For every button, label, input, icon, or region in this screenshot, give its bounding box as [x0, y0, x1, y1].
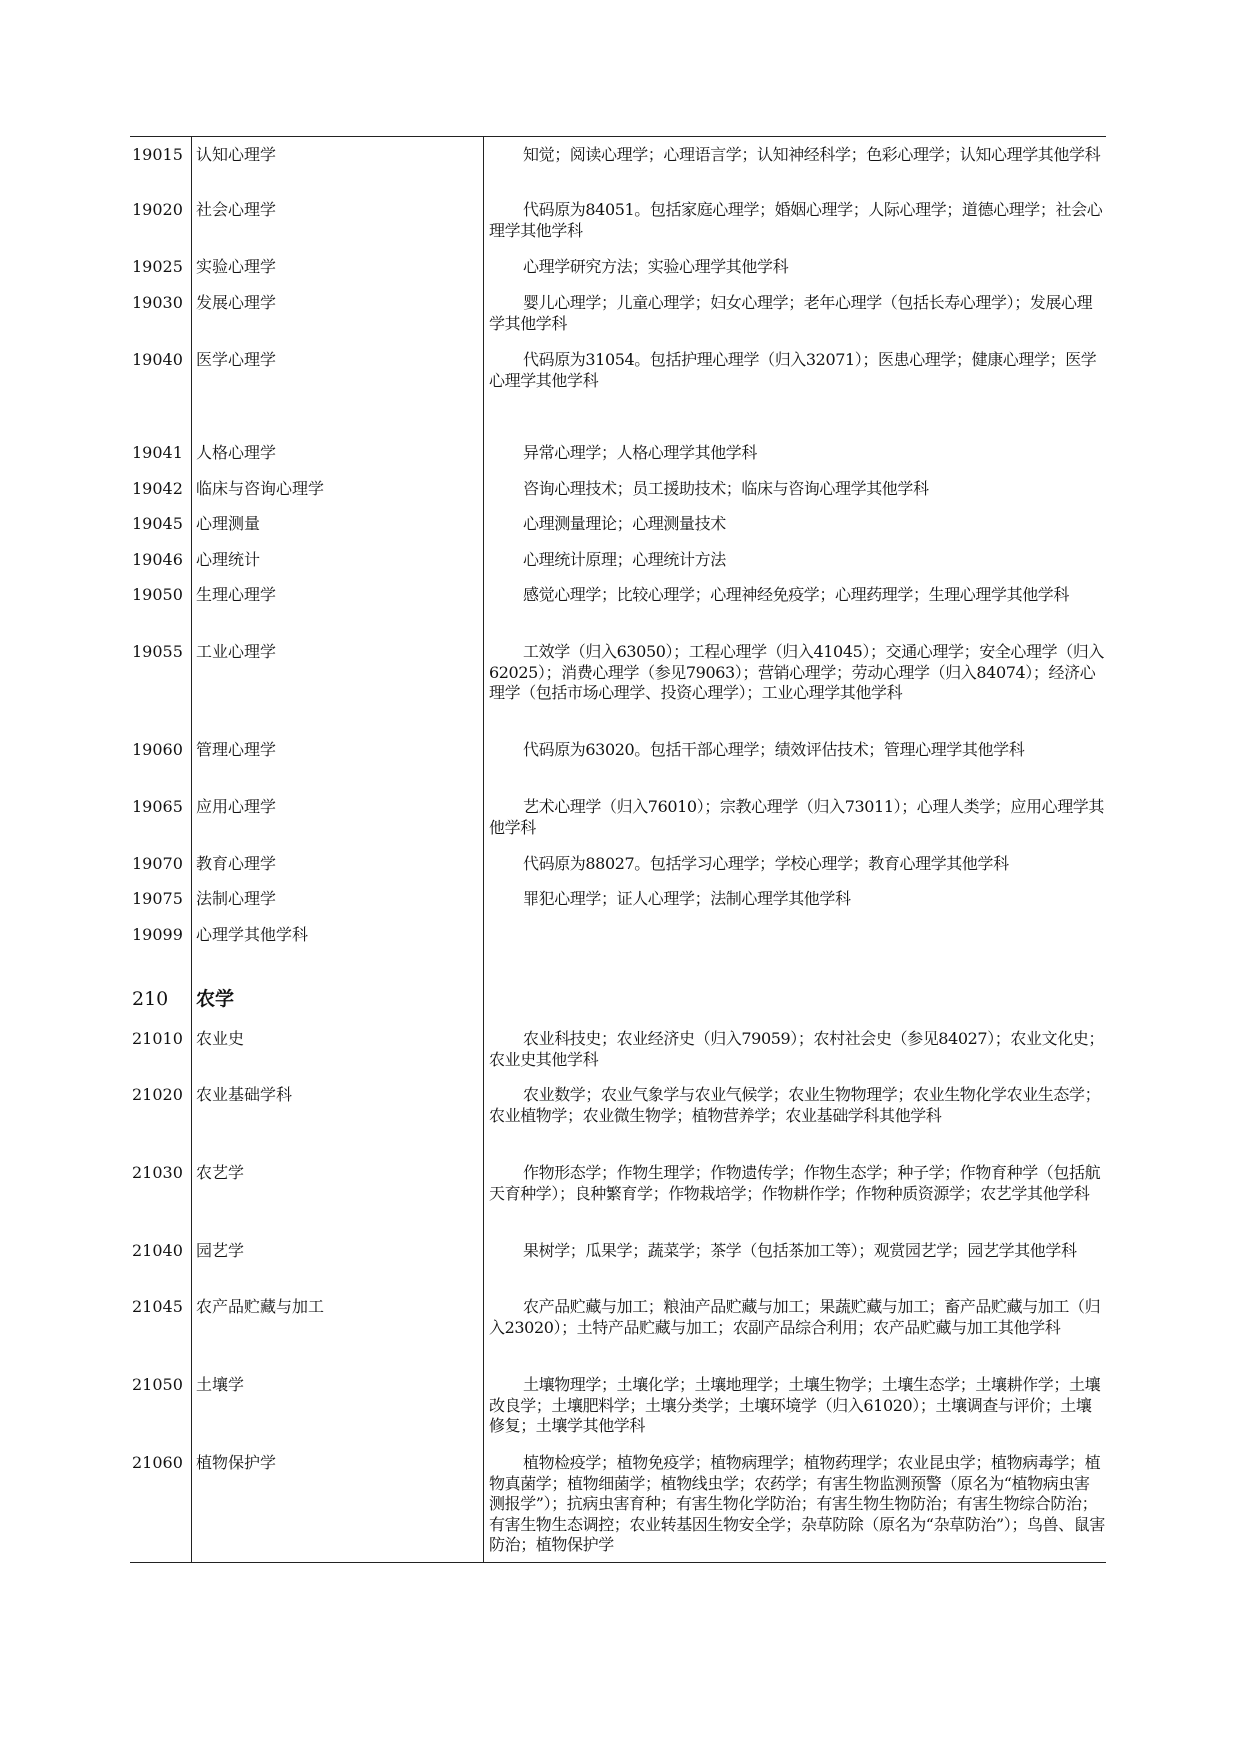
- subject-name: 农艺学: [196, 1163, 245, 1182]
- subject-code: 19015: [132, 145, 183, 164]
- subject-description: 心理统计原理；心理统计方法: [523, 550, 726, 569]
- subject-code: 19099: [132, 925, 183, 944]
- subject-code: 19055: [132, 642, 183, 661]
- subject-description: 果树学；瓜果学；蔬菜学；茶学（包括茶加工等）；观赏园艺学；园艺学其他学科: [523, 1241, 1077, 1260]
- subject-description: 婴儿心理学；儿童心理学；妇女心理学；老年心理学（包括长寿心理学）；发展心理学其他学科: [489, 293, 1093, 333]
- subject-code: 21030: [132, 1163, 183, 1182]
- subject-description: 代码原为31054。包括护理心理学（归入32071）；医患心理学；健康心理学；医学心理学其他学科: [489, 350, 1097, 390]
- table-bottom-rule: [130, 1562, 1106, 1563]
- subject-description: 代码原为63020。包括干部心理学；绩效评估技术；管理心理学其他学科: [523, 740, 1025, 759]
- subject-name: 心理测量: [196, 514, 261, 533]
- subject-code: 19075: [132, 889, 183, 908]
- subject-name: 应用心理学: [196, 797, 277, 816]
- subject-name: 医学心理学: [196, 350, 277, 369]
- subject-name: 土壤学: [196, 1375, 245, 1394]
- subject-code: 19060: [132, 740, 183, 759]
- subject-name: 管理心理学: [196, 740, 277, 759]
- subject-code: 19042: [132, 479, 183, 498]
- section-name: 农学: [196, 988, 235, 1010]
- subject-description: 农业数学；农业气象学与农业气候学；农业生物物理学；农业生物化学农业生态学；农业植物学；农业微生物学；植物营养学；农业基础学科其他学科: [489, 1085, 1101, 1125]
- subject-description: 心理学研究方法；实验心理学其他学科: [523, 257, 789, 276]
- subject-description: 土壤物理学；土壤化学；土壤地理学；土壤生物学；土壤生态学；土壤耕作学；土壤改良学；土壤肥料学；土壤分类学；土壤环境学（归入61020）；土壤调查与评价；土壤修复；土壤学其他学科: [489, 1375, 1101, 1435]
- subject-code: 19025: [132, 257, 183, 276]
- subject-code: 21040: [132, 1241, 183, 1260]
- subject-name: 法制心理学: [196, 889, 277, 908]
- subject-name: 社会心理学: [196, 200, 277, 219]
- subject-description: 艺术心理学（归入76010）；宗教心理学（归入73011）；心理人类学；应用心理学其他学科: [489, 797, 1104, 837]
- subject-description: 异常心理学；人格心理学其他学科: [523, 443, 758, 462]
- subject-description: 咨询心理技术；员工援助技术；临床与咨询心理学其他学科: [523, 479, 929, 498]
- subject-name: 植物保护学: [196, 1453, 277, 1472]
- subject-code: 19020: [132, 200, 183, 219]
- subject-description: 代码原为84051。包括家庭心理学；婚姻心理学；人际心理学；道德心理学；社会心理学其他学科: [489, 200, 1103, 240]
- subject-description: 心理测量理论；心理测量技术: [523, 514, 726, 533]
- subject-name: 实验心理学: [196, 257, 277, 276]
- subject-description: 知觉；阅读心理学；心理语言学；认知神经科学；色彩心理学；认知心理学其他学科: [523, 145, 1101, 164]
- subject-description: 工效学（归入63050）；工程心理学（归入41045）；交通心理学；安全心理学（归入62025）；消费心理学（参见79063）；营销心理学；劳动心理学（归入84074）；经济心理学（包括市场心理学、投资心理学）；工业心理学其他学科: [489, 642, 1104, 702]
- subject-code: 21045: [132, 1297, 183, 1316]
- section-code: 210: [132, 988, 169, 1010]
- subject-code: 19045: [132, 514, 183, 533]
- subject-code: 19030: [132, 293, 183, 312]
- subject-description: 农业科技史；农业经济史（归入79059）；农村社会史（参见84027）；农业文化史；农业史其他学科: [489, 1029, 1104, 1069]
- subject-name: 发展心理学: [196, 293, 277, 312]
- subject-name: 人格心理学: [196, 443, 277, 462]
- subject-name: 心理学其他学科: [196, 925, 309, 944]
- subject-name: 认知心理学: [196, 145, 277, 164]
- subject-name: 农业基础学科: [196, 1085, 293, 1104]
- subject-code: 21010: [132, 1029, 183, 1048]
- table-top-rule: [130, 136, 1106, 137]
- subject-code: 19050: [132, 585, 183, 604]
- subject-code: 19040: [132, 350, 183, 369]
- subject-name: 心理统计: [196, 550, 261, 569]
- subject-description: 植物检疫学；植物免疫学；植物病理学；植物药理学；农业昆虫学；植物病毒学；植物真菌学；植物细菌学；植物线虫学；农药学；有害生物监测预警（原名为“植物病虫害测报学”）；抗病虫害育种；有害生物化学防治；有害生物生物防治；有害生物综合防治；有害生物生态调控；农业转基因生物安全学；杂草防除（原名为“杂草防治”）；鸟兽、鼠害防治；植物保护学: [489, 1453, 1105, 1554]
- subject-description: 作物形态学；作物生理学；作物遗传学；作物生态学；种子学；作物育种学（包括航天育种学）；良种繁育学；作物栽培学；作物耕作学；作物种质资源学；农艺学其他学科: [489, 1163, 1101, 1203]
- column-divider-left: [191, 136, 192, 1563]
- subject-code: 21020: [132, 1085, 183, 1104]
- subject-code: 21050: [132, 1375, 183, 1394]
- subject-name: 农业史: [196, 1029, 245, 1048]
- subject-code: 19070: [132, 854, 183, 873]
- subject-code: 19046: [132, 550, 183, 569]
- subject-code: 19065: [132, 797, 183, 816]
- subject-code: 19041: [132, 443, 183, 462]
- subject-description: 农产品贮藏与加工；粮油产品贮藏与加工；果蔬贮藏与加工；畜产品贮藏与加工（归入23020）；土特产品贮藏与加工；农副产品综合利用；农产品贮藏与加工其他学科: [489, 1297, 1101, 1337]
- subject-description: 罪犯心理学；证人心理学；法制心理学其他学科: [523, 889, 851, 908]
- column-divider-right: [483, 136, 484, 1563]
- subject-name: 教育心理学: [196, 854, 277, 873]
- subject-description: 代码原为88027。包括学习心理学；学校心理学；教育心理学其他学科: [523, 854, 1009, 873]
- subject-code: 21060: [132, 1453, 183, 1472]
- subject-name: 工业心理学: [196, 642, 277, 661]
- subject-name: 园艺学: [196, 1241, 245, 1260]
- subject-name: 农产品贮藏与加工: [196, 1297, 325, 1316]
- subject-name: 临床与咨询心理学: [196, 479, 325, 498]
- subject-name: 生理心理学: [196, 585, 277, 604]
- subject-description: 感觉心理学；比较心理学；心理神经免疫学；心理药理学；生理心理学其他学科: [523, 585, 1070, 604]
